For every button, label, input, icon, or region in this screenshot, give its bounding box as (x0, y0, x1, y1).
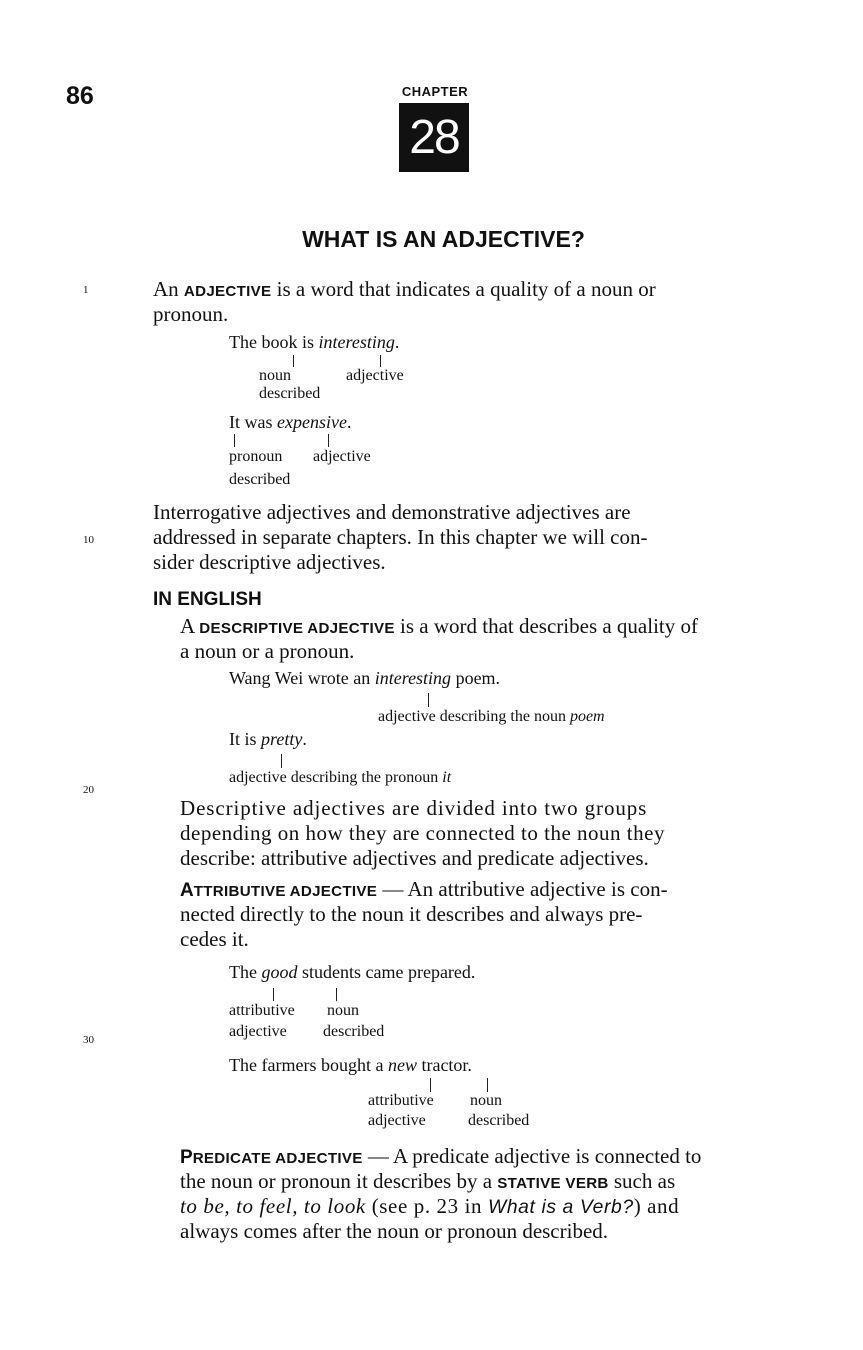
para-2-line-2: addressed in separate chapters. In this chapter we will con- (153, 525, 648, 549)
example-1-pointer-adjective (380, 355, 381, 367)
predicate-line-1: PREDICATE ADJECTIVE — A predicate adjective is connected to (180, 1144, 702, 1168)
example-4-pointer (281, 754, 282, 768)
example-2-label-described: described (229, 471, 291, 488)
predicate-line-2: the noun or pronoun it describes by a STATIVE VERB such as (180, 1169, 676, 1193)
example-2-label-pronoun: pronoun (229, 448, 283, 465)
example-5-pointer-noun (336, 988, 337, 1001)
example-5-label-noun: noun (327, 1002, 359, 1019)
page-title: WHAT IS AN ADJECTIVE? (302, 226, 585, 252)
example-2-sentence: It was expensive. (229, 412, 352, 432)
chapter-label: CHAPTER (401, 84, 469, 99)
example-6-sentence: The farmers bought a new tractor. (229, 1055, 472, 1075)
term-predicate-adjective: REDICATE ADJECTIVE (192, 1150, 363, 1167)
example-3-sentence: Wang Wei wrote an interesting poem. (229, 668, 501, 688)
example-1-sentence: The book is interesting. (229, 332, 400, 352)
line-number-30: 30 (83, 1034, 94, 1046)
example-6-pointer-adjective (430, 1078, 431, 1092)
intro-line-2: pronoun. (153, 302, 229, 326)
example-1-label-adjective: adjective (346, 367, 404, 384)
example-6-label-described: described (468, 1112, 530, 1129)
example-1-pointer-noun (293, 355, 294, 367)
term-adjective: ADJECTIVE (183, 283, 272, 300)
example-1-label-described: described (259, 385, 321, 402)
predicate-line-3: to be, to feel, to look (see p. 23 in What is a Verb?) and (180, 1194, 680, 1218)
example-5-sentence: The good students came prepared. (229, 962, 476, 982)
para-4-line-2: depending on how they are connected to the noun they (180, 821, 665, 845)
line-number-1: 1 (83, 284, 89, 296)
example-2-pointer-adjective (328, 434, 329, 447)
example-5-label-attributive: attributive (229, 1002, 295, 1019)
example-5-pointer-adjective (273, 988, 274, 1001)
example-2-label-adjective: adjective (313, 448, 371, 465)
example-6-pointer-noun (487, 1078, 488, 1092)
example-6-label-adjective: adjective (368, 1112, 426, 1129)
attributive-line-2: nected directly to the noun it describes and always pre- (180, 902, 643, 926)
term-attributive-adjective: TTRIBUTIVE ADJECTIVE (193, 883, 378, 900)
para-4-line-1: Descriptive adjectives are divided into two groups (180, 796, 648, 820)
predicate-line-4: always comes after the noun or pronoun described. (180, 1219, 609, 1243)
example-4-label: adjective describing the pronoun it (229, 769, 452, 786)
line-number-10: 10 (83, 534, 94, 546)
example-4-sentence: It is pretty. (229, 729, 307, 749)
example-6-label-attributive: attributive (368, 1092, 434, 1109)
para-3-line-1: A DESCRIPTIVE ADJECTIVE is a word that describes a quality of (180, 614, 698, 638)
example-5-label-adjective: adjective (229, 1023, 287, 1040)
term-stative-verb: STATIVE VERB (497, 1175, 609, 1192)
example-1-label-noun: noun (259, 367, 291, 384)
attributive-line-1: ATTRIBUTIVE ADJECTIVE — An attributive adjective is con- (180, 877, 668, 901)
example-3-label: adjective describing the noun poem (378, 708, 605, 725)
para-2-line-3: sider descriptive adjectives. (153, 550, 386, 574)
para-4-line-3: describe: attributive adjectives and predicate adjectives. (180, 846, 649, 870)
page-number: 86 (66, 82, 94, 110)
line-number-20: 20 (83, 784, 94, 796)
example-6-label-noun: noun (470, 1092, 502, 1109)
para-3-line-2: a noun or a pronoun. (180, 639, 355, 663)
intro-line-1: An ADJECTIVE is a word that indicates a quality of a noun or (153, 277, 656, 301)
section-heading-in-english: IN ENGLISH (153, 589, 262, 610)
para-2-line-1: Interrogative adjectives and demonstrative adjectives are (153, 500, 631, 524)
chapter-number-badge: 28 (399, 103, 469, 172)
example-2-pointer-pronoun (234, 434, 235, 447)
term-descriptive-adjective: DESCRIPTIVE ADJECTIVE (199, 620, 395, 637)
attributive-line-3: cedes it. (180, 927, 249, 951)
example-5-label-described: described (323, 1023, 385, 1040)
example-3-pointer (428, 693, 429, 707)
